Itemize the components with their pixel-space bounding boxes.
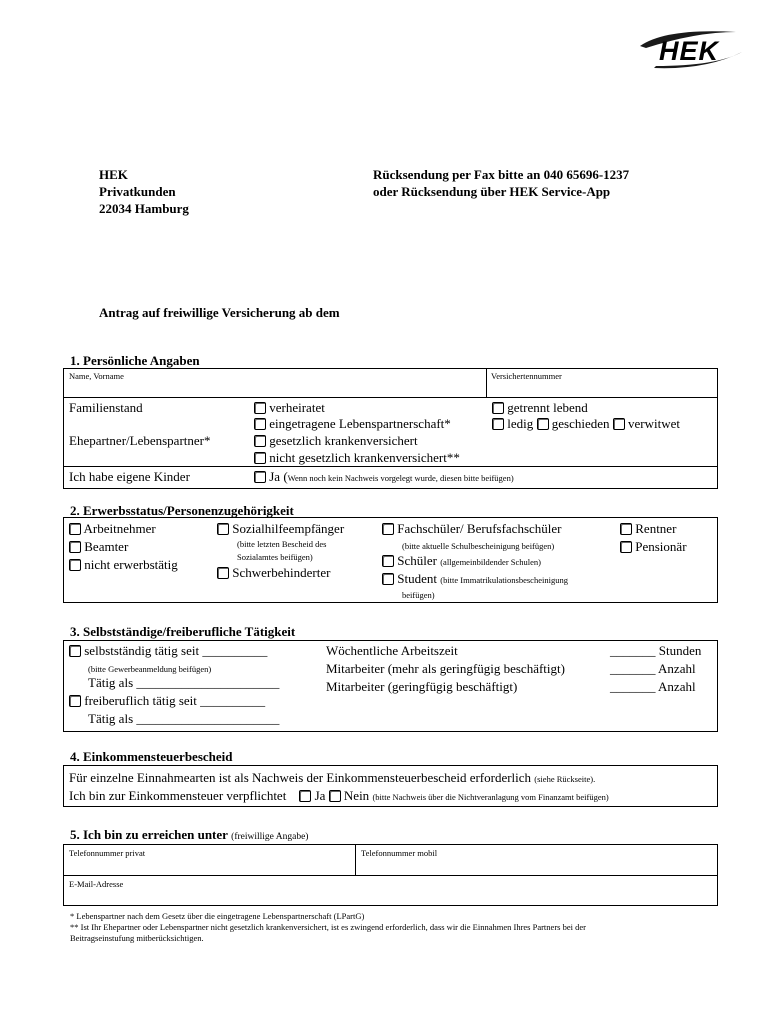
- checkbox[interactable]: [217, 523, 229, 535]
- checkbox[interactable]: [382, 573, 394, 585]
- activity-2[interactable]: Tätig als ______________________: [88, 711, 280, 726]
- option-student[interactable]: [382, 571, 568, 588]
- checkbox[interactable]: [69, 695, 81, 707]
- option-label: Beamter: [84, 539, 129, 554]
- option-label: Ja: [314, 788, 326, 803]
- option-pensioner[interactable]: [620, 521, 676, 537]
- option-label: nicht erwerbstätig: [84, 557, 178, 572]
- checkbox[interactable]: [382, 555, 394, 567]
- option-label: Pensionär: [635, 539, 687, 554]
- option-not-statutory[interactable]: [254, 450, 460, 466]
- option-label: verwitwet: [628, 416, 680, 431]
- option-label: selbstständig tätig seit __________: [84, 643, 268, 658]
- phone-private-label: Telefonnummer privat: [69, 848, 146, 858]
- option-label: Schüler: [397, 553, 437, 568]
- option-self-employed[interactable]: [69, 643, 267, 659]
- divider: [63, 875, 718, 876]
- option-label: Student: [397, 571, 437, 586]
- form-title: Antrag auf freiwillige Versicherung ab dem: [99, 305, 340, 320]
- tax-info-note: (siehe Rückseite).: [534, 774, 596, 784]
- option-pupil[interactable]: [382, 553, 541, 570]
- checkbox[interactable]: [69, 559, 81, 571]
- marital-status-label: Familienstand: [69, 400, 143, 415]
- checkbox[interactable]: [254, 452, 266, 464]
- checkbox[interactable]: [254, 418, 266, 430]
- vocational-note: (bitte aktuelle Schulbescheinigung beifügen): [402, 541, 555, 551]
- employees-minor-label: Mitarbeiter (geringfügig beschäftigt): [326, 679, 518, 694]
- name-label: Name, Vorname: [69, 371, 124, 381]
- address-line-2: Privatkunden: [99, 184, 176, 199]
- option-civil-servant[interactable]: [69, 539, 128, 555]
- footnote-1: * Lebenspartner nach dem Gesetz über die eingetragene Lebenspartnerschaft (LPartG): [70, 911, 365, 921]
- footnote-2b: Beitragseinstufung mitberücksichtigen.: [70, 933, 204, 943]
- section-1-heading: 1. Persönliche Angaben: [70, 353, 200, 368]
- return-fax: Rücksendung per Fax bitte an 040 65696-1237: [373, 167, 630, 182]
- footnote-2a: ** Ist Ihr Ehepartner oder Lebenspartner nicht gesetzlich krankenversichert, ist es zwingend erforderlich, dass wir die Einnahmen Ihres Partners bei der: [70, 922, 586, 932]
- checkbox-widowed[interactable]: [613, 418, 625, 430]
- option-label: geschieden: [551, 416, 610, 431]
- hours-field[interactable]: _______ Stunden: [610, 643, 702, 658]
- count-field-2[interactable]: _______ Anzahl: [610, 679, 696, 694]
- trade-note: (bitte Gewerbeanmeldung beifügen): [88, 664, 212, 674]
- checkbox[interactable]: [382, 523, 394, 535]
- option-disabled[interactable]: [217, 565, 330, 581]
- footnotes: [70, 911, 720, 944]
- option-single-divorced-widowed: [492, 416, 680, 432]
- weekly-hours-label: Wöchentliche Arbeitszeit: [326, 643, 458, 658]
- option-label: getrennt lebend: [507, 400, 588, 415]
- logo-text: HEK: [659, 36, 720, 66]
- phone-mobile-label: Telefonnummer mobil: [361, 848, 438, 858]
- checkbox[interactable]: [217, 567, 229, 579]
- option-retired-official[interactable]: [620, 539, 687, 555]
- section-5-heading: [70, 827, 308, 843]
- pupil-note: (allgemeinbildender Schulen): [440, 557, 542, 567]
- checkbox-tax-no[interactable]: [329, 790, 341, 802]
- checkbox[interactable]: [620, 541, 632, 553]
- option-married[interactable]: [254, 400, 325, 416]
- checkbox[interactable]: [254, 402, 266, 414]
- checkbox[interactable]: [492, 402, 504, 414]
- option-label: Fachschüler/ Berufsfachschüler: [397, 521, 562, 536]
- option-statutory[interactable]: [254, 433, 418, 449]
- activity-1[interactable]: Tätig als ______________________: [88, 675, 280, 690]
- checkbox-single[interactable]: [492, 418, 504, 430]
- insurance-number-label: Versichertennummer: [491, 371, 562, 381]
- employees-more-label: Mitarbeiter (mehr als geringfügig beschäftigt): [326, 661, 565, 676]
- spouse-label: Ehepartner/Lebenspartner*: [69, 433, 211, 448]
- checkbox[interactable]: [69, 541, 81, 553]
- checkbox[interactable]: [69, 645, 81, 657]
- option-employee[interactable]: [69, 521, 156, 537]
- option-separated[interactable]: [492, 400, 588, 416]
- checkbox[interactable]: [254, 471, 266, 483]
- email-label: E-Mail-Adresse: [69, 879, 124, 889]
- hek-logo: [636, 26, 746, 72]
- option-not-employed[interactable]: [69, 557, 178, 573]
- option-children-yes[interactable]: [254, 469, 514, 486]
- section-4-heading: 4. Einkommensteuerbescheid: [70, 749, 233, 764]
- phone-mobile-field[interactable]: [360, 860, 710, 873]
- option-label: Sozialhilfeempfänger: [232, 521, 345, 536]
- return-app: oder Rücksendung über HEK Service-App: [373, 184, 611, 199]
- divider: [63, 397, 718, 398]
- address-line-3: 22034 Hamburg: [99, 201, 189, 216]
- social-note-1: (bitte letzten Bescheid des: [237, 539, 327, 549]
- option-label: Schwerbehinderter: [232, 565, 331, 580]
- option-label: verheiratet: [269, 400, 325, 415]
- option-label: Rentner: [635, 521, 677, 536]
- divider: [355, 844, 356, 875]
- option-label: nicht gesetzlich krankenversichert**: [269, 450, 460, 465]
- count-field-1[interactable]: _______ Anzahl: [610, 661, 696, 676]
- option-label: freiberuflich tätig seit __________: [84, 693, 266, 708]
- address-line-1: HEK: [99, 167, 128, 182]
- children-label: Ich habe eigene Kinder: [69, 469, 190, 484]
- section-2-heading: 2. Erwerbsstatus/Personenzugehörigkeit: [70, 503, 294, 518]
- option-label: eingetragene Lebenspartnerschaft*: [269, 416, 451, 431]
- email-field[interactable]: [68, 890, 708, 903]
- insurance-number-field[interactable]: [491, 382, 711, 395]
- checkbox[interactable]: [620, 523, 632, 535]
- tax-info-text: Für einzelne Einnahmearten ist als Nachweis der Einkommensteuerbescheid erforderlich: [69, 770, 532, 785]
- return-info: [373, 166, 629, 200]
- tax-obligation-line: [69, 788, 609, 805]
- social-note-2: Sozialamtes beifügen): [237, 552, 313, 562]
- checkbox-divorced[interactable]: [537, 418, 549, 430]
- checkbox-tax-yes[interactable]: [299, 790, 311, 802]
- divider: [486, 368, 487, 397]
- option-label: Ja (: [269, 469, 288, 484]
- divider: [63, 466, 718, 467]
- option-freelance[interactable]: [69, 693, 265, 709]
- student-note: (bitte Immatrikulationsbescheinigung: [440, 575, 568, 585]
- children-note: Wenn noch kein Nachweis vorgelegt wurde, diesen bitte beifügen): [287, 473, 514, 483]
- option-label: ledig: [507, 416, 534, 431]
- option-label: Arbeitnehmer: [83, 521, 156, 536]
- option-partnership[interactable]: [254, 416, 451, 432]
- recipient-address: [99, 166, 189, 217]
- phone-private-field[interactable]: [68, 860, 348, 873]
- section-5-note: (freiwillige Angabe): [231, 832, 309, 842]
- checkbox[interactable]: [69, 523, 81, 535]
- tax-info-line: [69, 770, 595, 787]
- option-social-welfare[interactable]: [217, 521, 344, 537]
- option-label: gesetzlich krankenversichert: [269, 433, 418, 448]
- checkbox[interactable]: [254, 435, 266, 447]
- student-note-2: beifügen): [402, 590, 435, 600]
- tax-no-note: (bitte Nachweis über die Nichtveranlagung vom Finanzamt beifügen): [372, 792, 609, 802]
- section-3-heading: 3. Selbstständige/freiberufliche Tätigkeit: [70, 624, 296, 639]
- section-5-title: 5. Ich bin zu erreichen unter: [70, 827, 228, 842]
- option-vocational[interactable]: [382, 521, 562, 537]
- option-label: Nein: [343, 788, 370, 803]
- tax-obligation-label: Ich bin zur Einkommensteuer verpflichtet: [69, 788, 287, 803]
- name-field[interactable]: [68, 382, 478, 395]
